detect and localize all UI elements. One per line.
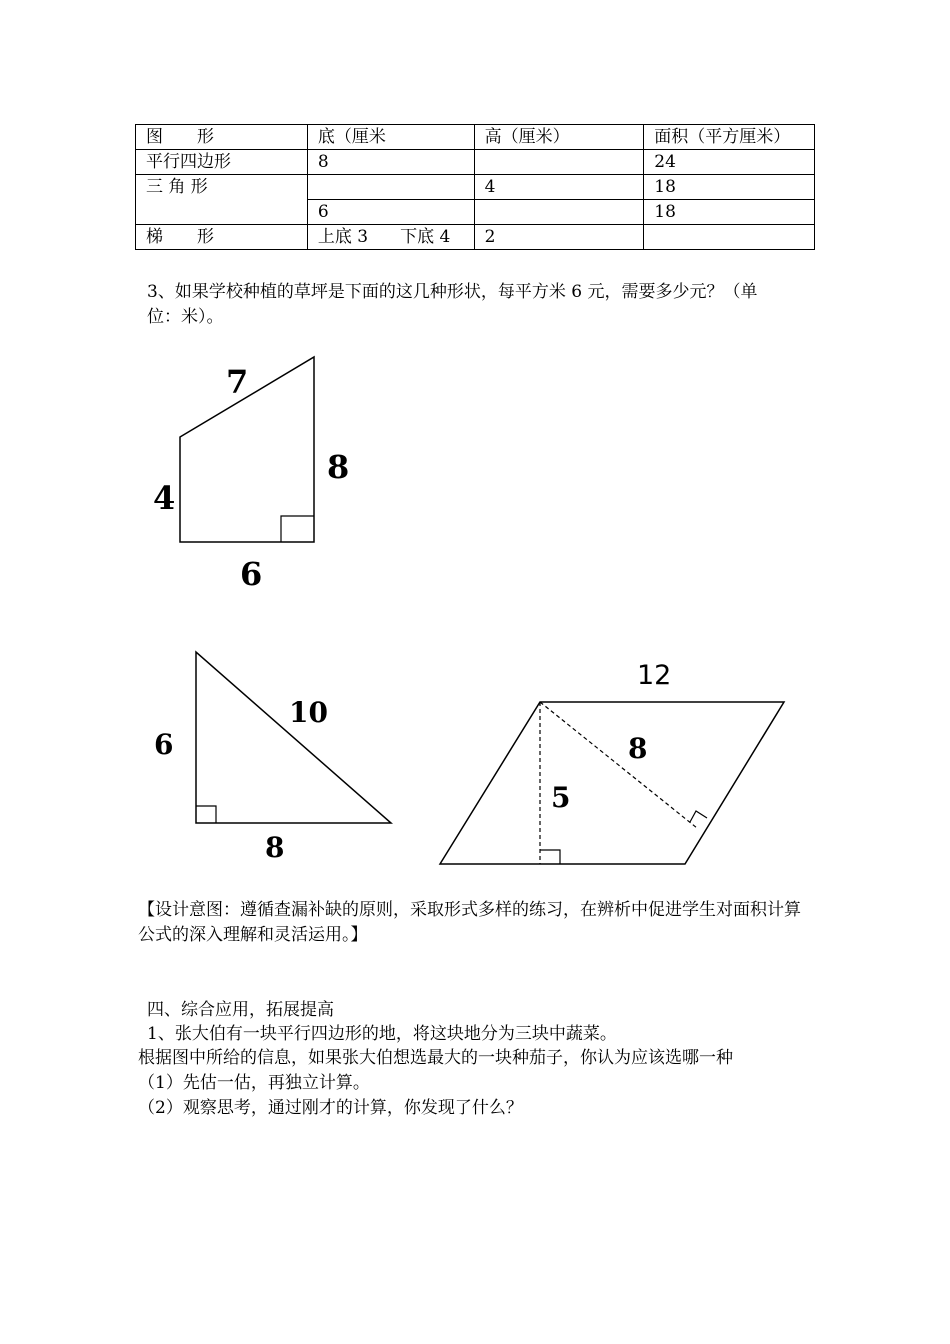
parallelogram-shape xyxy=(440,702,784,864)
cell-area: 24 xyxy=(644,150,815,175)
header-base: 底（厘米 xyxy=(307,125,474,150)
cell-base: 8 xyxy=(307,150,474,175)
question-1-step-1: （1）先估一估，再独立计算。 xyxy=(138,1073,370,1093)
header-height: 高（厘米） xyxy=(474,125,644,150)
cell-shape: 梯 形 xyxy=(136,225,308,250)
cell-shape: 平行四边形 xyxy=(136,150,308,175)
cell-height: 2 xyxy=(474,225,644,250)
trapezoid-bottom-base: 下底 4 xyxy=(400,227,451,247)
trapezoid-top-base: 上底 3 xyxy=(317,227,369,247)
trapezoid-left-label: 4 xyxy=(153,479,176,517)
question-1-step-2: （2）观察思考，通过刚才的计算，你发现了什么？ xyxy=(138,1098,523,1118)
header-shape: 图 形 xyxy=(136,125,308,150)
triangle-shape xyxy=(196,652,391,823)
cell-base: 6 xyxy=(307,200,474,225)
parallelogram-diagonal-height-label: 8 xyxy=(628,732,648,765)
perpendicular-right-angle xyxy=(690,811,707,822)
cell-height: 4 xyxy=(474,175,644,200)
triangle-right-angle xyxy=(196,806,216,823)
question-3-line-2: 位：米）。 xyxy=(147,307,224,327)
section-4-title: 四、综合应用，拓展提高 xyxy=(147,1000,334,1020)
design-intent: 【设计意图：遵循查漏补缺的原则，采取形式多样的练习，在辨析中促进学生对面积计算公式的深入理解和灵活运用。】 xyxy=(138,900,801,945)
height-right-angle xyxy=(540,850,560,864)
triangle-leg-label: 6 xyxy=(154,728,174,761)
parallelogram-top-label: 12 xyxy=(637,660,672,691)
trapezoid-bottom-label: 6 xyxy=(240,555,263,593)
header-area: 面积（平方厘米） xyxy=(644,125,815,150)
trapezoid-right-label: 8 xyxy=(327,448,350,486)
question-1: 1、张大伯有一块平行四边形的地，将这块地分为三块中蔬菜。 xyxy=(147,1024,617,1044)
cell-area: 18 xyxy=(644,200,815,225)
trapezoid-right-angle xyxy=(281,516,314,542)
triangle-hypotenuse-label: 10 xyxy=(289,696,328,729)
cell-area: 18 xyxy=(644,175,815,200)
parallelogram-height-label: 5 xyxy=(551,781,571,814)
question-1-detail: 根据图中所给的信息，如果张大伯想选最大的一块种茄子，你认为应该选哪一种 xyxy=(138,1048,733,1068)
triangle-base-label: 8 xyxy=(265,831,285,864)
trapezoid-slant-label: 7 xyxy=(226,363,249,401)
question-3-line-1: 3、如果学校种植的草坪是下面的这几种形状，每平方米 6 元，需要多少元？（单 xyxy=(147,282,758,302)
cell-shape: 三 角 形 xyxy=(136,175,308,225)
